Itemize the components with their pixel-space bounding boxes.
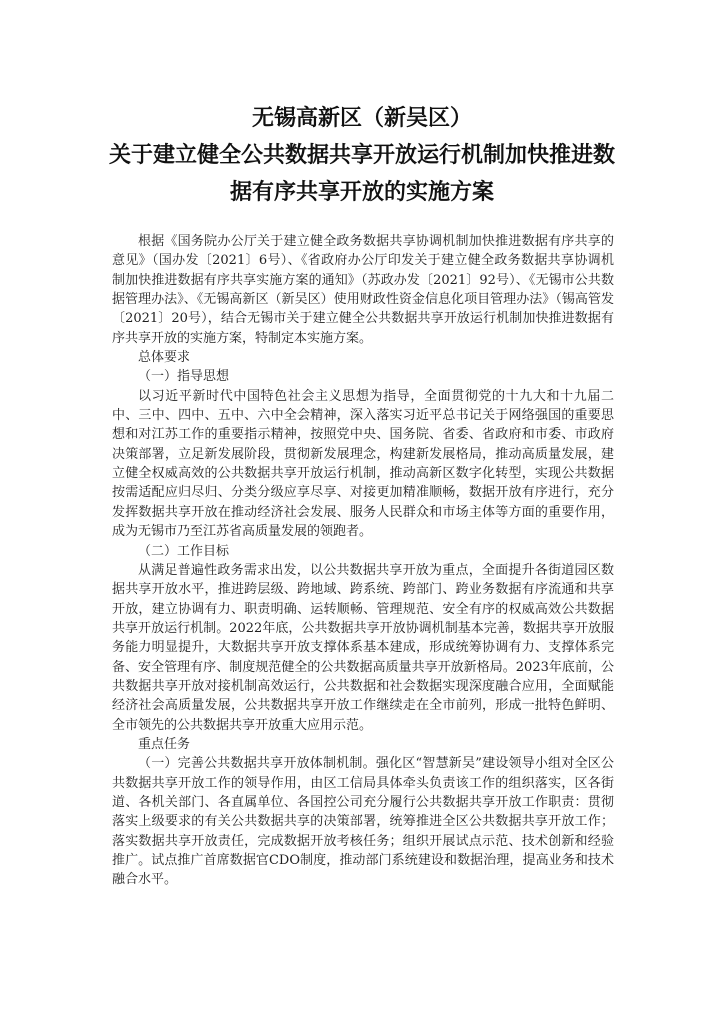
title-line-3: 据有序共享开放的实施方案 [229, 180, 494, 205]
title-line-1: 无锡高新区（新吴区） [251, 106, 472, 131]
document-body [112, 232, 614, 890]
key-task-1-paragraph: （一）完善公共数据共享开放体制机制。强化区“智慧新吴”建设领导小组对全区公共数据共享开放工作的领导作用，由区工信局具体牵头负责该工作的组织落实，区各街道、各机关部门、各直属单位、各国控公司充分履行公共数据共享开放工作职责：贯彻落实上级要求的有关公共数据共享的决策部署，统筹推进全区公共数据共享开放工作；落实数据共享开放责任，完成数据开放考核任务；组织开展试点示范、技术创新和经验推广。试点推广首席数据官CDO制度，推动部门系统建设和数据治理，提高业务和技术融合水平。 [112, 756, 614, 888]
guiding-thought-paragraph: 以习近平新时代中国特色社会主义思想为指导，全面贯彻党的十九大和十九届二中、三中、四中、五中、六中全会精神，深入落实习近平总书记关于网络强国的重要思想和对江苏工作的重要指示精神，按照党中央、国务院、省委、省政府和市委、市政府决策部署，立足新发展阶段，贯彻新发展理念，构建新发展格局，推动高质量发展，建立健全权威高效的公共数据共享开放运行机制，推动高新区数字化转型，实现公共数据按需适配应归尽归、分类分级应享尽享、对接更加精准顺畅，数据开放有序进行，充分发挥数据共享开放在推动经济社会发展、服务人民群众和市场主体等方面的重要作用，成为无锡市乃至江苏省高质量发展的领跑者。 [112, 388, 614, 540]
section-heading-general: 总体要求 [138, 350, 191, 366]
title-line-2: 关于建立健全公共数据共享开放运行机制加快推进数 [108, 143, 615, 168]
subheading-work-goals: （二）工作目标 [138, 543, 230, 559]
document-title [60, 100, 664, 211]
work-goals-paragraph: 从满足普遍性政务需求出发，以公共数据共享开放为重点，全面提升各街道园区数据共享开放水平，推进跨层级、跨地域、跨系统、跨部门、跨业务数据有序流通和共享开放，建立协调有力、职责明确、运转顺畅、管理规范、安全有序的权威高效公共数据共享开放运行机制。2022年底，公共数据共享开放协调机制基本完善，数据共享开放服务能力明显提升，大数据共享开放支撑体系基本建成，形成统筹协调有力、支撑体系完备、安全管理有序、制度规范健全的公共数据高质量共享开放新格局。2023年底前，公共数据共享开放对接机制高效运行，公共数据和社会数据实现深度融合应用，全面赋能经济社会高质量发展，公共数据共享开放工作继续走在全市前列，形成一批特色鲜明、全市领先的公共数据共享开放重大应用示范。 [112, 562, 614, 733]
section-heading-key-tasks: 重点任务 [138, 736, 191, 752]
subheading-guiding-thought: （一）指导思想 [138, 369, 230, 385]
intro-paragraph: 根据《国务院办公厅关于建立健全政务数据共享协调机制加快推进数据有序共享的意见》（国办发〔2021〕6号）、《省政府办公厅印发关于建立健全政务数据共享协调机制加快推进数据有序共享实施方案的通知》（苏政办发〔2021〕92号）、《无锡市公共数据管理办法》、《无锡高新区（新吴区）使用财政性资金信息化项目管理办法》（锡高管发〔2021〕20号），结合无锡市关于建立健全公共数据共享开放运行机制加快推进数据有序共享开放的实施方案，特制定本实施方案。 [112, 234, 614, 346]
